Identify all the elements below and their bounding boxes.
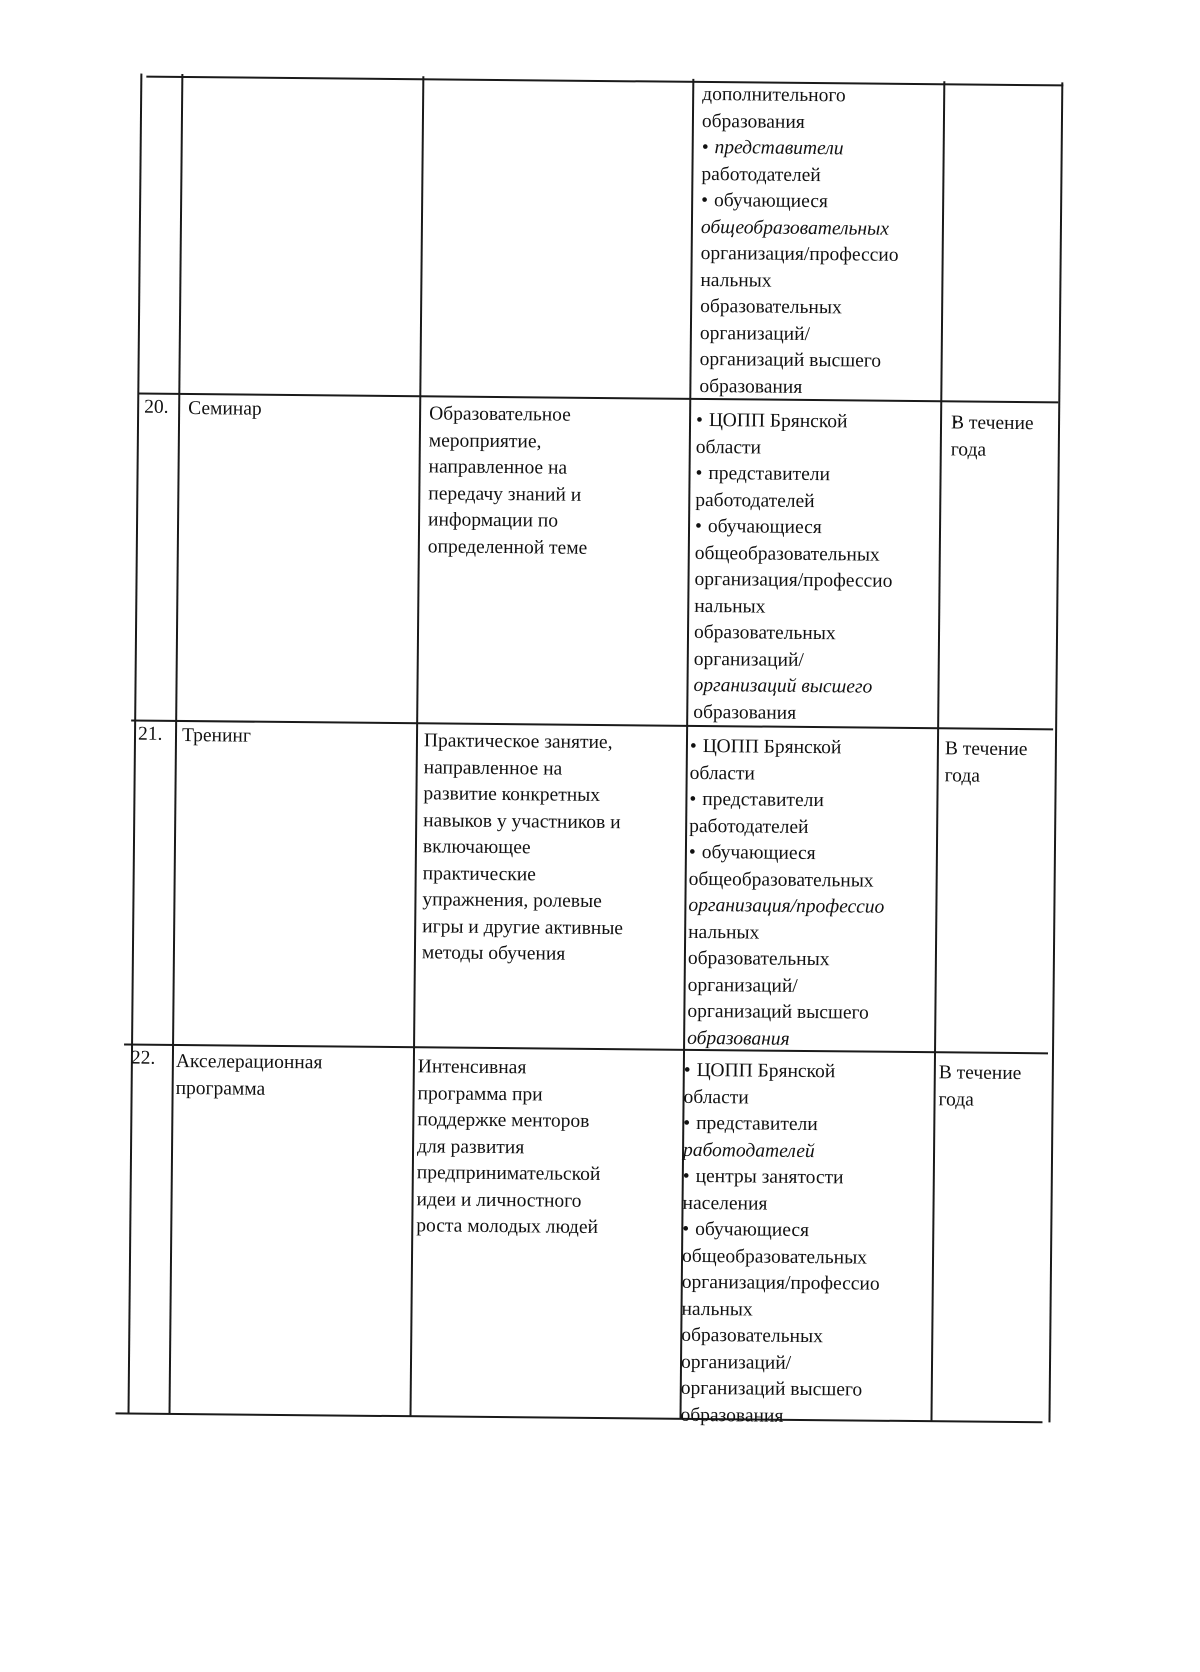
col-border-right [1048, 82, 1062, 1422]
participant-line: • представители [683, 1111, 881, 1139]
participant-line: образования [680, 1404, 784, 1427]
description-line: игры и другие активные [422, 915, 624, 939]
participant-line: образования [687, 1027, 790, 1050]
row-divider-21 [131, 719, 1053, 729]
participant-line: образовательных [693, 621, 836, 645]
participant-line: организация/профессио [694, 568, 893, 592]
row-22-description [416, 1054, 601, 1241]
description-line: передачу знаний и [428, 482, 582, 506]
row-21-period [945, 736, 1028, 790]
row-22-participants [680, 1058, 881, 1431]
description-line: направленное на [428, 456, 568, 479]
row-20-number: 20. [144, 396, 169, 418]
row-20-participants [693, 408, 894, 728]
description-line: направленное на [423, 756, 563, 780]
name-line: Акселерационная [175, 1050, 323, 1074]
description-line: идеи и личностного [416, 1188, 582, 1212]
participant-line: образования [693, 701, 797, 724]
participant-line: • обучающиеся [695, 514, 893, 542]
description-line: роста молодых людей [416, 1215, 599, 1239]
participant-line: организаций высшего [693, 674, 873, 698]
description-line: Практическое занятие, [423, 730, 613, 754]
row-21-participants [687, 734, 886, 1054]
row-21-number: 21. [137, 723, 163, 745]
description-line: включающее [422, 836, 531, 859]
name-line: Тренинг [181, 724, 252, 747]
period-line: В течение [950, 412, 1034, 435]
participant-line: • обучающиеся [682, 1217, 880, 1245]
description-line: упражнения, ролевые [422, 889, 602, 913]
participant-line: нальных [700, 269, 772, 292]
participant-line: организаций/ [680, 1351, 792, 1374]
description-line: предпринимательской [416, 1162, 601, 1186]
participant-line: • ЦОПП Брянской [684, 1058, 882, 1086]
description-line: практические [422, 862, 536, 885]
row-continuation-participants [699, 82, 900, 402]
description-line: поддержке менторов [417, 1109, 590, 1132]
participant-line: образования [699, 375, 803, 398]
participant-line: общеобразовательных [700, 216, 890, 240]
participant-line: • обучающиеся [701, 188, 899, 216]
participant-line: организаций/ [687, 974, 798, 997]
participant-line: • центры занятости [683, 1164, 881, 1192]
participant-line: организаций высшего [687, 1000, 869, 1024]
participant-line: области [683, 1086, 749, 1108]
table-bottom-border [116, 1412, 1043, 1422]
participant-line: образовательных [687, 947, 830, 971]
table-top-border [146, 76, 1063, 86]
description-line: определенной теме [427, 535, 588, 559]
participant-line: • представители [689, 787, 885, 815]
participant-line: работодателей [689, 815, 809, 838]
participant-line: организация/профессио [700, 242, 899, 266]
participant-line: области [695, 436, 762, 459]
participant-line: общеобразовательных [694, 542, 880, 566]
participant-line: образования [701, 110, 805, 133]
participant-line: • ЦОПП Брянской [696, 408, 894, 436]
col-border-num [169, 74, 183, 1414]
row-divider-20 [138, 393, 1058, 403]
col-border-participants [930, 81, 944, 1421]
row-20-period [951, 410, 1034, 464]
row-22-number: 22. [130, 1047, 156, 1069]
participant-line: дополнительного [702, 83, 846, 107]
participant-line: • ЦОПП Брянской [690, 734, 886, 762]
participant-line: работодателей [701, 163, 821, 186]
row-22-period [938, 1060, 1021, 1114]
row-22-name [176, 1049, 323, 1103]
participant-line: общеобразовательных [681, 1245, 868, 1269]
participant-line: организаций/ [693, 648, 804, 671]
period-line: В течение [944, 738, 1028, 761]
period-line: года [938, 1088, 974, 1111]
description-line: навыков у участников и [423, 809, 621, 833]
participant-line: • представители [695, 461, 893, 489]
participant-line: организаций высшего [699, 348, 882, 372]
participant-line: организация/профессио [681, 1271, 880, 1295]
description-line: программа при [417, 1082, 543, 1105]
description-line: Образовательное [429, 403, 571, 426]
period-line: В течение [938, 1062, 1022, 1085]
description-line: развитие конкретных [423, 783, 601, 807]
description-line: мероприятие, [428, 429, 542, 452]
participant-line: области [689, 762, 755, 784]
period-line: года [950, 438, 987, 461]
name-line: Семинар [188, 398, 262, 420]
description-line: Интенсивная [417, 1056, 527, 1079]
participant-line: образовательных [681, 1324, 823, 1348]
participant-line: нальных [688, 921, 760, 944]
participant-line: организаций высшего [680, 1377, 863, 1401]
participant-line: • обучающиеся [689, 840, 885, 868]
row-21-description [422, 728, 625, 968]
participant-line: общеобразовательных [688, 868, 874, 892]
row-20-description [428, 401, 589, 562]
participant-line: населения [682, 1192, 768, 1215]
participant-line: работодателей [695, 489, 815, 512]
period-line: года [944, 764, 981, 787]
name-line: программа [175, 1077, 266, 1100]
participant-line: • представители [702, 135, 900, 163]
participant-line: организация/профессио [688, 894, 885, 918]
participant-line: нальных [694, 595, 766, 618]
participant-line: нальных [681, 1298, 753, 1320]
participant-line: образовательных [700, 295, 842, 319]
description-line: информации по [428, 509, 559, 532]
description-line: методы обучения [421, 942, 566, 965]
row-20-name [188, 396, 262, 423]
description-line: для развития [416, 1135, 525, 1158]
row-21-name [182, 723, 251, 750]
participant-line: работодателей [682, 1139, 815, 1162]
participant-line: организаций/ [699, 322, 811, 345]
